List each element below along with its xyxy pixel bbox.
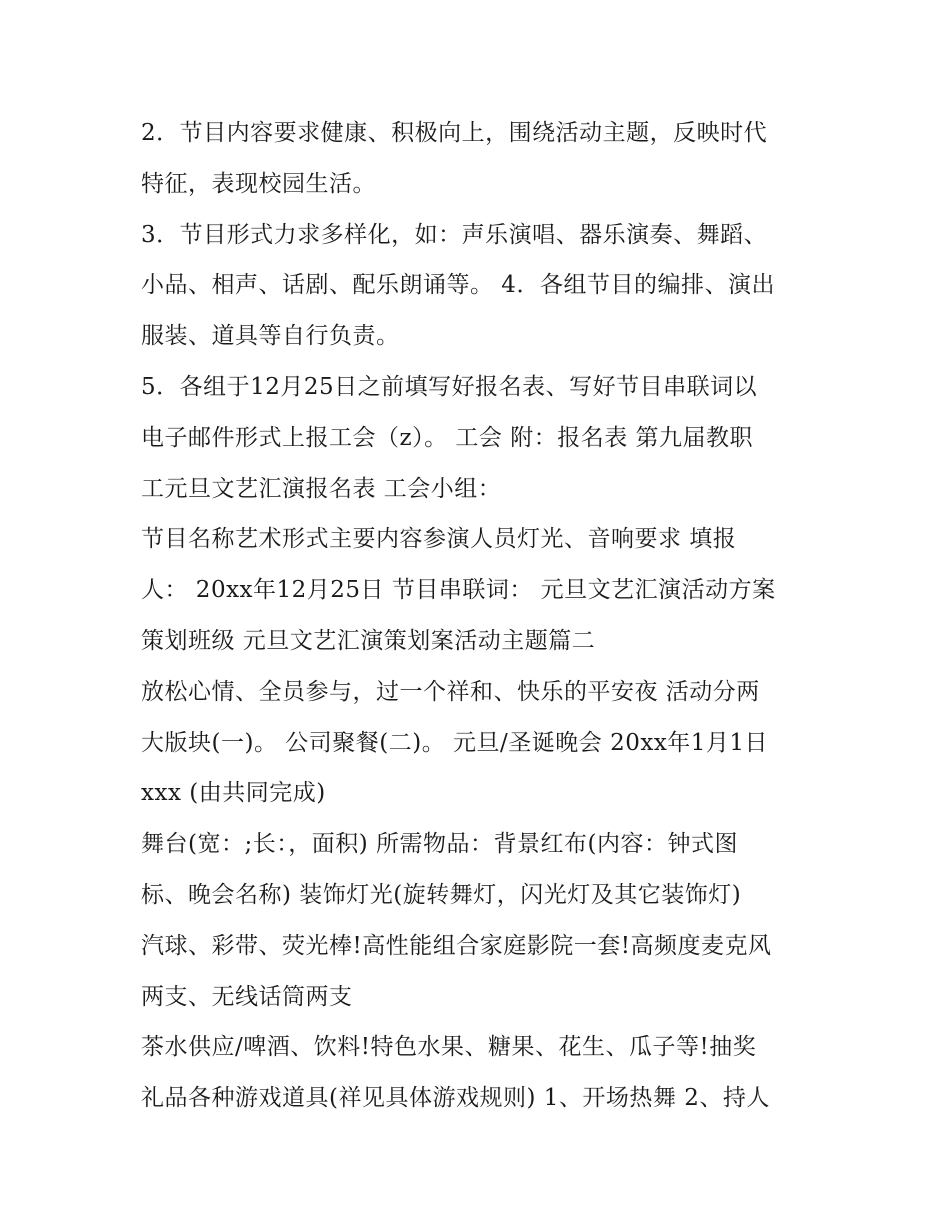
text-line: 礼品各种游戏道具(祥见具体游戏规则) 1、开场热舞 2、持人 [141,1085,770,1112]
text-line: 电子邮件形式上报工会（z）。 工会 附：报名表 第九届教职 [141,424,754,451]
text-line: 5．各组于12月25日之前填写好报名表、写好节目串联词以 [141,373,758,400]
text-line: 特征，表现校园生活。 [141,170,376,197]
text-line: 小品、相声、话剧、配乐朗诵等。 4．各组节目的编排、演出 [141,272,775,299]
text-line: 大版块(一)。 公司聚餐(二)。 元旦/圣诞晚会 20xx年1月1日 [141,729,769,756]
text-line: 2．节目内容要求健康、积极向上，围绕活动主题，反映时代 [141,120,768,146]
text-line: 服装、道具等自行负责。 [141,323,400,350]
text-line: xxx (由共同完成) [141,780,326,807]
text-line: 两支、无线话筒两支 [141,983,353,1010]
text-line: 节目名称艺术形式主要内容参演人员灯光、音响要求 填报 [141,526,737,553]
text-line: 放松心情、全员参与，过一个祥和、快乐的平安夜 活动分两 [141,678,760,705]
text-line: 3．节目形式力求多样化，如：声乐演唱、器乐演奏、舞蹈、 [141,221,768,248]
document-body [141,108,821,1124]
text-line: 策划班级 元旦文艺汇演策划案活动主题篇二 [141,627,596,654]
text-line: 茶水供应/啤酒、饮料!特色水果、糖果、花生、瓜子等!抽奖 [141,1034,757,1061]
text-line: 工元旦文艺汇演报名表 工会小组： [141,475,502,502]
text-line: 舞台(宽：;长：，面积) 所需物品：背景红布(内容：钟式图 [141,831,738,858]
text-line: 标、晚会名称) 装饰灯光(旋转舞灯，闪光灯及其它装饰灯) [141,881,742,908]
text-line: 汽球、彩带、荧光棒!高性能组合家庭影院一套!高频度麦克风 [141,932,772,959]
text-line: 人： 20xx年12月25日 节目串联词： 元旦文艺汇演活动方案 [141,577,776,604]
